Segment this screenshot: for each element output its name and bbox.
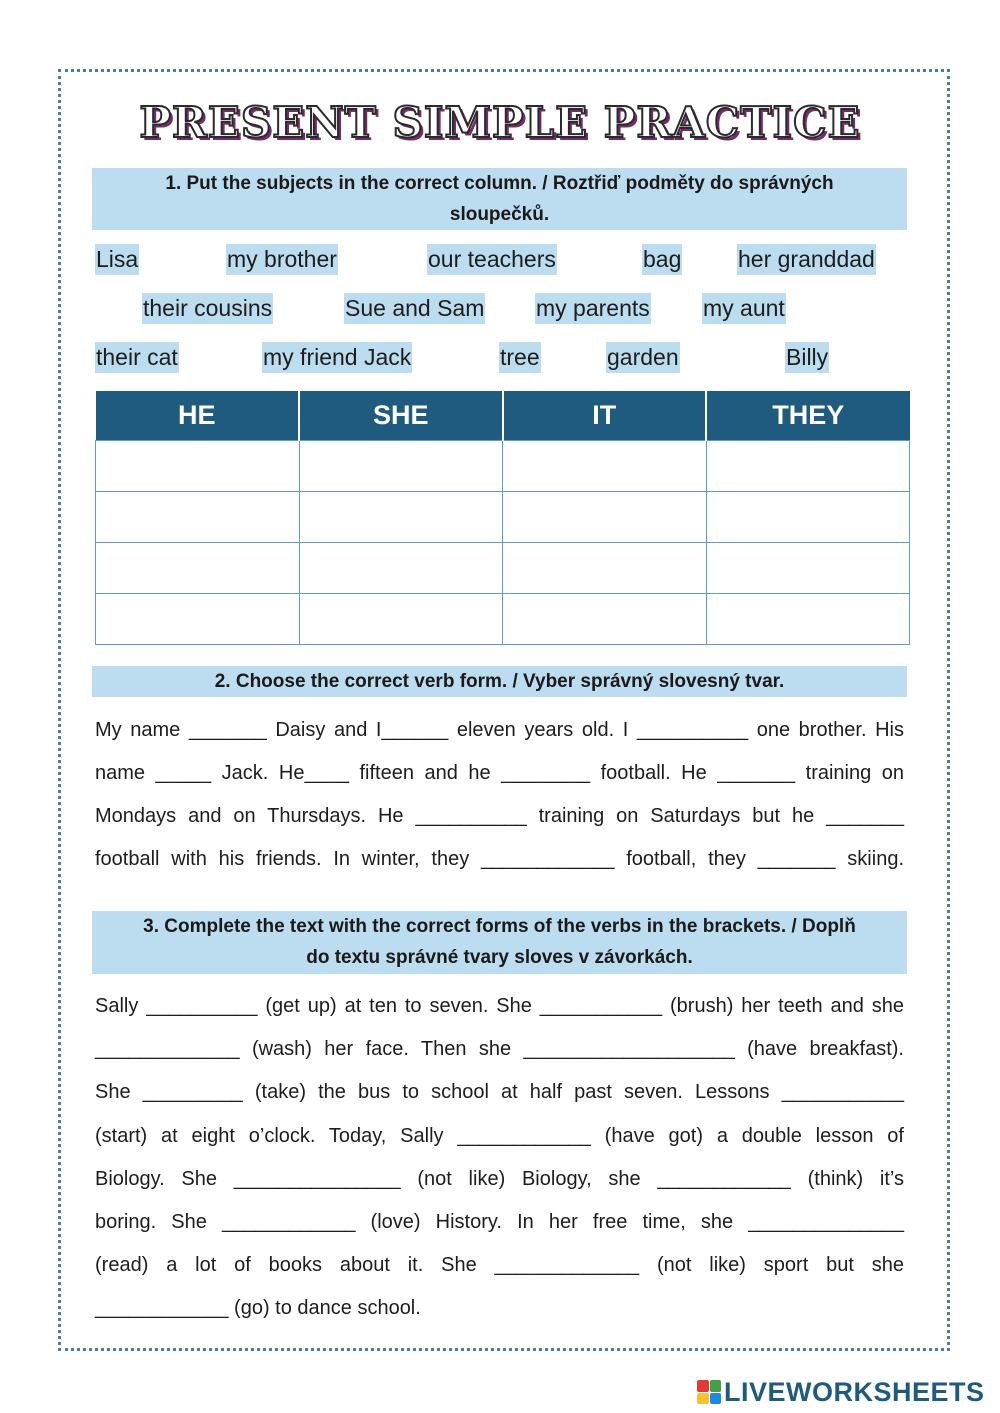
word-chip[interactable]: Lisa — [95, 244, 139, 275]
sorting-table — [95, 391, 910, 645]
drop-cell[interactable] — [96, 492, 300, 543]
word-chip[interactable]: their cat — [95, 342, 179, 373]
section1-instruction-line2: sloupečků. — [449, 204, 550, 225]
word-chip[interactable]: Billy — [785, 342, 829, 373]
drop-cell[interactable] — [96, 441, 300, 492]
section1-instruction-line1: 1. Put the subjects in the correct column. / Roztřiď podměty do správných — [165, 173, 834, 194]
drop-cell[interactable] — [503, 594, 707, 645]
text-line: _____________ (wash) her face. Then she ___________________ (have breakfast). — [95, 1038, 904, 1061]
text-line: She _________ (take) the bus to school at half past seven. Lessons ___________ — [95, 1081, 904, 1104]
drop-cell[interactable] — [706, 441, 910, 492]
section2-instruction: 2. Choose the correct verb form. / Vyber správný slovesný tvar. — [92, 666, 907, 697]
word-chip[interactable]: garden — [606, 342, 680, 373]
word-chip[interactable]: their cousins — [142, 293, 273, 324]
section3-text — [95, 985, 904, 1331]
text-line: boring. She ____________ (love) History. In her free time, she ______________ — [95, 1211, 904, 1234]
liveworksheets-logo[interactable] — [697, 1376, 985, 1408]
column-header-he: HE — [96, 391, 300, 441]
drop-cell[interactable] — [96, 594, 300, 645]
drop-cell[interactable] — [299, 594, 503, 645]
section3-instruction-line1: 3. Complete the text with the correct forms of the verbs in the brackets. / Doplň — [143, 916, 856, 937]
table-row — [96, 594, 910, 645]
drop-cell[interactable] — [299, 441, 503, 492]
drop-cell[interactable] — [96, 543, 300, 594]
drop-cell[interactable] — [706, 594, 910, 645]
column-header-it: IT — [503, 391, 707, 441]
drop-cell[interactable] — [706, 492, 910, 543]
column-header-they: THEY — [706, 391, 910, 441]
word-chip[interactable]: my brother — [226, 244, 338, 275]
text-line: (read) a lot of books about it. She _____________ (not like) sport but she — [95, 1254, 904, 1277]
drop-cell[interactable] — [503, 543, 707, 594]
text-line: name _____ Jack. He____ fifteen and he ________ football. He _______ training on — [95, 762, 904, 784]
drop-cell[interactable] — [503, 441, 707, 492]
section3-instruction — [92, 911, 907, 974]
worksheet-title: PRESENT SIMPLE PRACTICE — [139, 98, 861, 147]
word-chip[interactable]: my friend Jack — [262, 342, 412, 373]
drop-cell[interactable] — [503, 492, 707, 543]
word-chip[interactable]: tree — [499, 342, 541, 373]
drop-cell[interactable] — [299, 492, 503, 543]
table-row — [96, 492, 910, 543]
word-chip[interactable]: her granddad — [737, 244, 876, 275]
column-header-she: SHE — [299, 391, 503, 441]
text-line: Sally __________ (get up) at ten to seven. She ___________ (brush) her teeth and she — [95, 995, 904, 1017]
text-line: ____________ (go) to dance school. — [95, 1297, 421, 1320]
word-chip[interactable]: our teachers — [427, 244, 557, 275]
word-chip[interactable]: my parents — [535, 293, 651, 324]
text-line: Mondays and on Thursdays. He __________ training on Saturdays but he _______ — [95, 805, 904, 827]
word-chip[interactable]: my aunt — [702, 293, 786, 324]
word-chip[interactable]: Sue and Sam — [344, 293, 485, 324]
brand-name: LIVEWORKSHEETS — [724, 1376, 985, 1407]
section3-instruction-line2: do textu správné tvary sloves v závorkách. — [306, 947, 693, 968]
drop-cell[interactable] — [706, 543, 910, 594]
section1-instruction — [92, 168, 907, 230]
liveworksheets-icon — [697, 1380, 721, 1404]
text-line: Biology. She _______________ (not like) Biology, she ____________ (think) it’s — [95, 1167, 904, 1190]
text-line: My name _______ Daisy and I______ eleven years old. I __________ one brother. His — [95, 719, 904, 741]
text-line: (start) at eight o’clock. Today, Sally ____________ (have got) a double lesson of — [95, 1124, 904, 1147]
word-chip[interactable]: bag — [642, 244, 682, 275]
table-row — [96, 441, 910, 492]
table-row — [96, 543, 910, 594]
section2-text — [95, 709, 904, 881]
drop-cell[interactable] — [299, 543, 503, 594]
text-line: football with his friends. In winter, they ____________ football, they _______ skiing. — [95, 848, 904, 870]
